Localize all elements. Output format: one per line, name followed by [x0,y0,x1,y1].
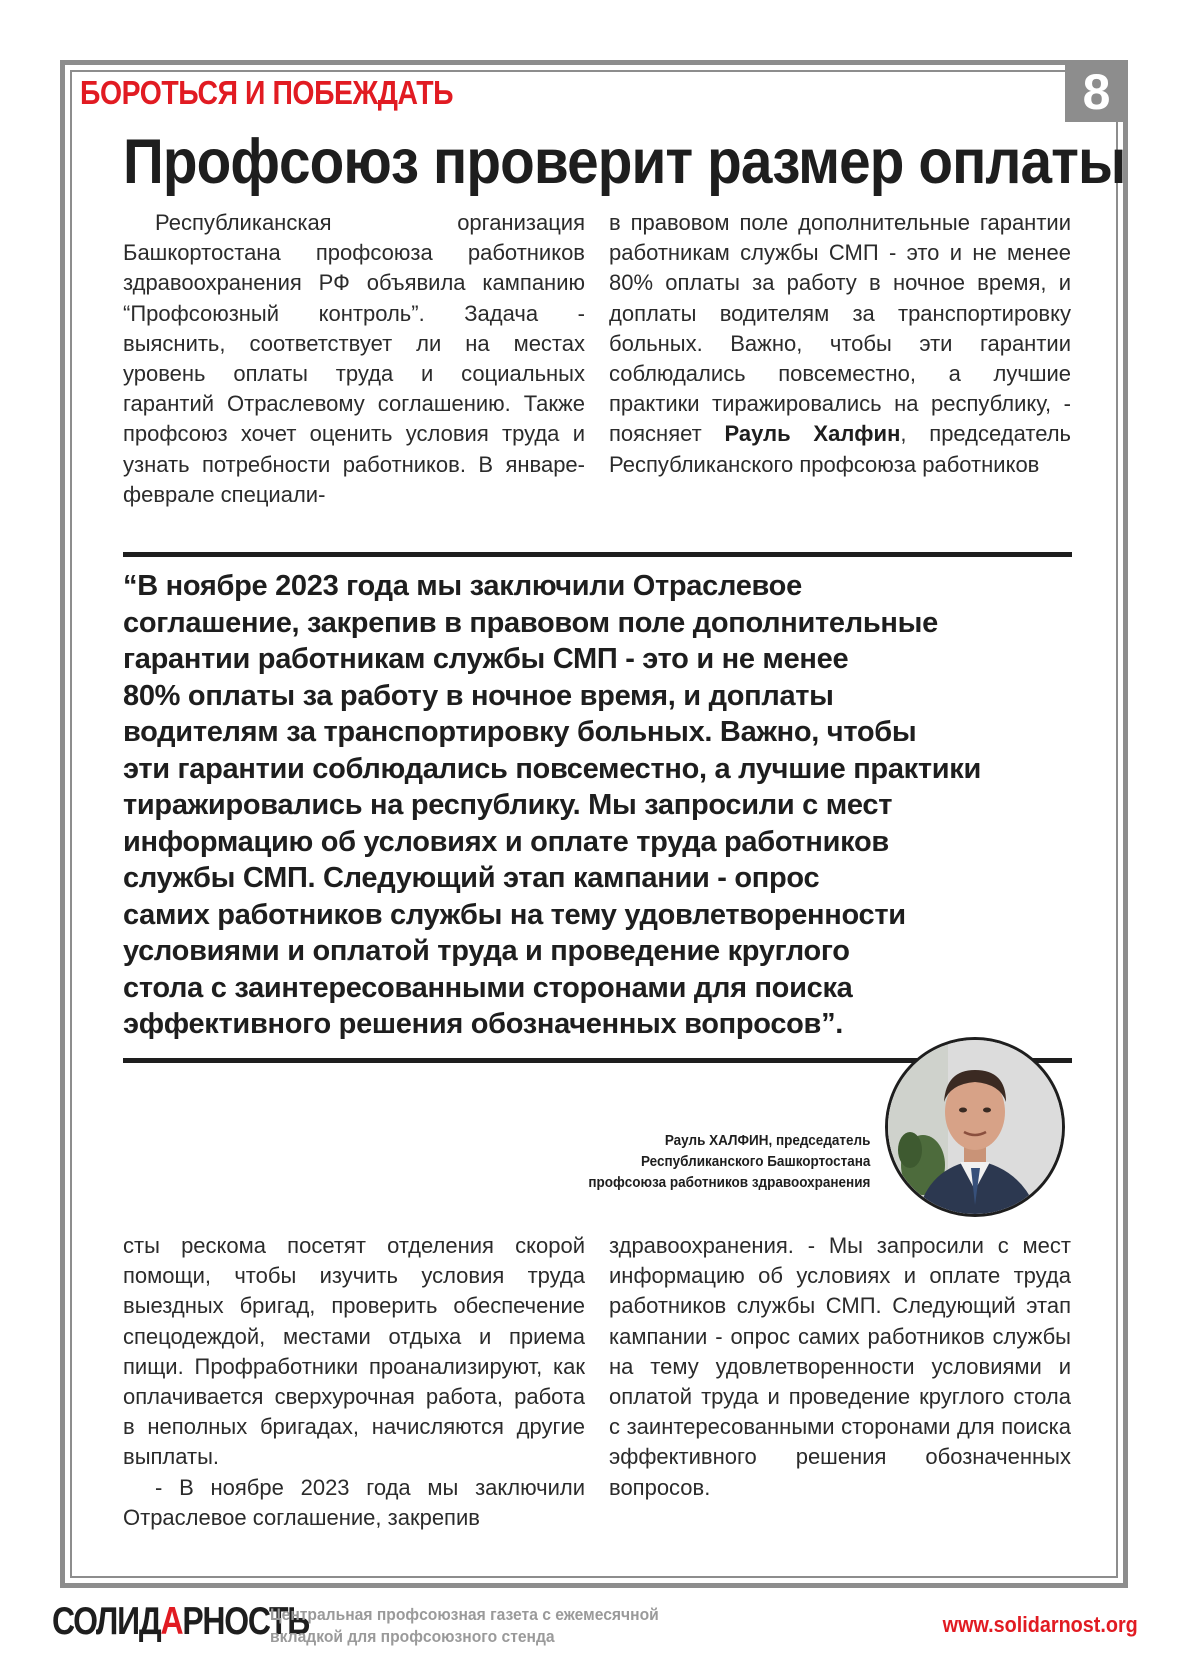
paragraph-intro: Республиканская организация Башкортостана профсоюза работников здравоохранения РФ объявила кампанию “Профсоюзный контроль”. Задача - выяснить, соответствует ли на местах уровень оплаты труда и социальных гарантий Отраслевому соглашению. Также профсоюз хочет оценить условия труда и узнать потребности работников. В январе-феврале специали- [123,210,585,507]
tagline-line: Центральная профсоюзная газета с ежемесячной [270,1605,659,1624]
quote-line: водителям за транспортировку больных. Важно, чтобы [123,716,917,748]
quote-line: самих работников службы на тему удовлетворенности [123,898,906,931]
website-link[interactable]: www.solidarnost.org [942,1612,1138,1637]
portrait-illustration [888,1040,1062,1214]
quote-line: информацию об условиях и оплате труда работников [123,825,889,858]
article-headline: Профсоюз проверит размер оплаты [123,127,1126,197]
paragraph-quote-start: - В ноябре 2023 года мы заключили Отраслевое соглашение, закрепив [123,1474,585,1530]
column-bottom-right [609,1231,1071,1503]
quote-line: условиями и оплатой труда и проведение круглого [123,935,850,967]
logo-text-part1: СОЛИД [52,1600,161,1643]
paragraph-continued [609,208,1071,480]
quote-rule-top [123,552,1072,557]
caption-line: Рауль ХАЛФИН, председатель [664,1132,870,1149]
column-bottom-left [123,1231,585,1533]
photo-caption [588,1130,870,1193]
paragraph-conclusion: здравоохранения. - Мы запросили с мест информацию об условиях и оплате труда работников службы СМП. Следующий этап кампании - опрос самих работников службы на тему удовлетворенности условиями и оплатой труда и проведение круглого стола с заинтересованными сторонами для поиска эффективного решения обозначенных вопросов. [609,1233,1071,1500]
column-top-right [609,208,1071,480]
logo-text-part3: РНОСТЬ [182,1600,310,1643]
quote-line: “В ноябре 2023 года мы заключили Отраслевое [123,570,802,602]
text-before-name: в правовом поле дополнительные гарантии работникам службы СМП - это и не менее 80% оплаты за работу в ночное время, и доплаты водителям за транспортировку больных. Важно, чтобы эти гарантии соблюдались повсеместно, а лучшие практики тиражировались на республику, - поясняет [609,210,1071,447]
quote-line: эти гарантии соблюдались повсеместно, а лучшие практики [123,752,982,785]
quote-line: соглашение, закрепив в правовом поле дополнительные [123,606,938,639]
caption-line: Республиканского Башкортостана [640,1153,870,1170]
quote-line: тиражировались на республику. Мы запросили с мест [123,789,893,821]
tagline-line: вкладкой для профсоюзного стенда [270,1627,555,1646]
quote-line: стола с заинтересованными сторонами для поиска [123,971,853,1004]
section-rubric: БОРОТЬСЯ И ПОБЕЖДАТЬ [80,74,454,111]
caption-line: профсоюза работников здравоохранения [587,1174,870,1191]
quote-line: службы СМП. Следующий этап кампании - опрос [123,862,820,894]
page-number: 8 [1065,62,1128,122]
logo-text-accent: А [160,1600,183,1643]
newspaper-tagline [270,1604,659,1648]
portrait-photo [885,1037,1065,1217]
text-after-name: , председатель Республиканского профсоюза работников [609,421,1071,477]
column-top-left [123,208,585,510]
paragraph-campaign: сты рескома посетят отделения скорой помощи, чтобы изучить условия труда выездных бригад, проверить обеспечение спецодеждой, местами отдыха и приема пищи. Профработники проанализируют, как оплачивается сверхурочная работа, работа в неполных бригадах, начисляются другие выплаты. [123,1233,585,1470]
quote-line: гарантии работникам службы СМП - это и не менее [123,643,849,675]
quote-line: 80% оплаты за работу в ночное время, и доплаты [123,679,834,712]
pull-quote [123,568,1053,1043]
quote-line: эффективного решения обозначенных вопросов”. [123,1008,844,1040]
person-name: Рауль Халфин [724,421,901,447]
